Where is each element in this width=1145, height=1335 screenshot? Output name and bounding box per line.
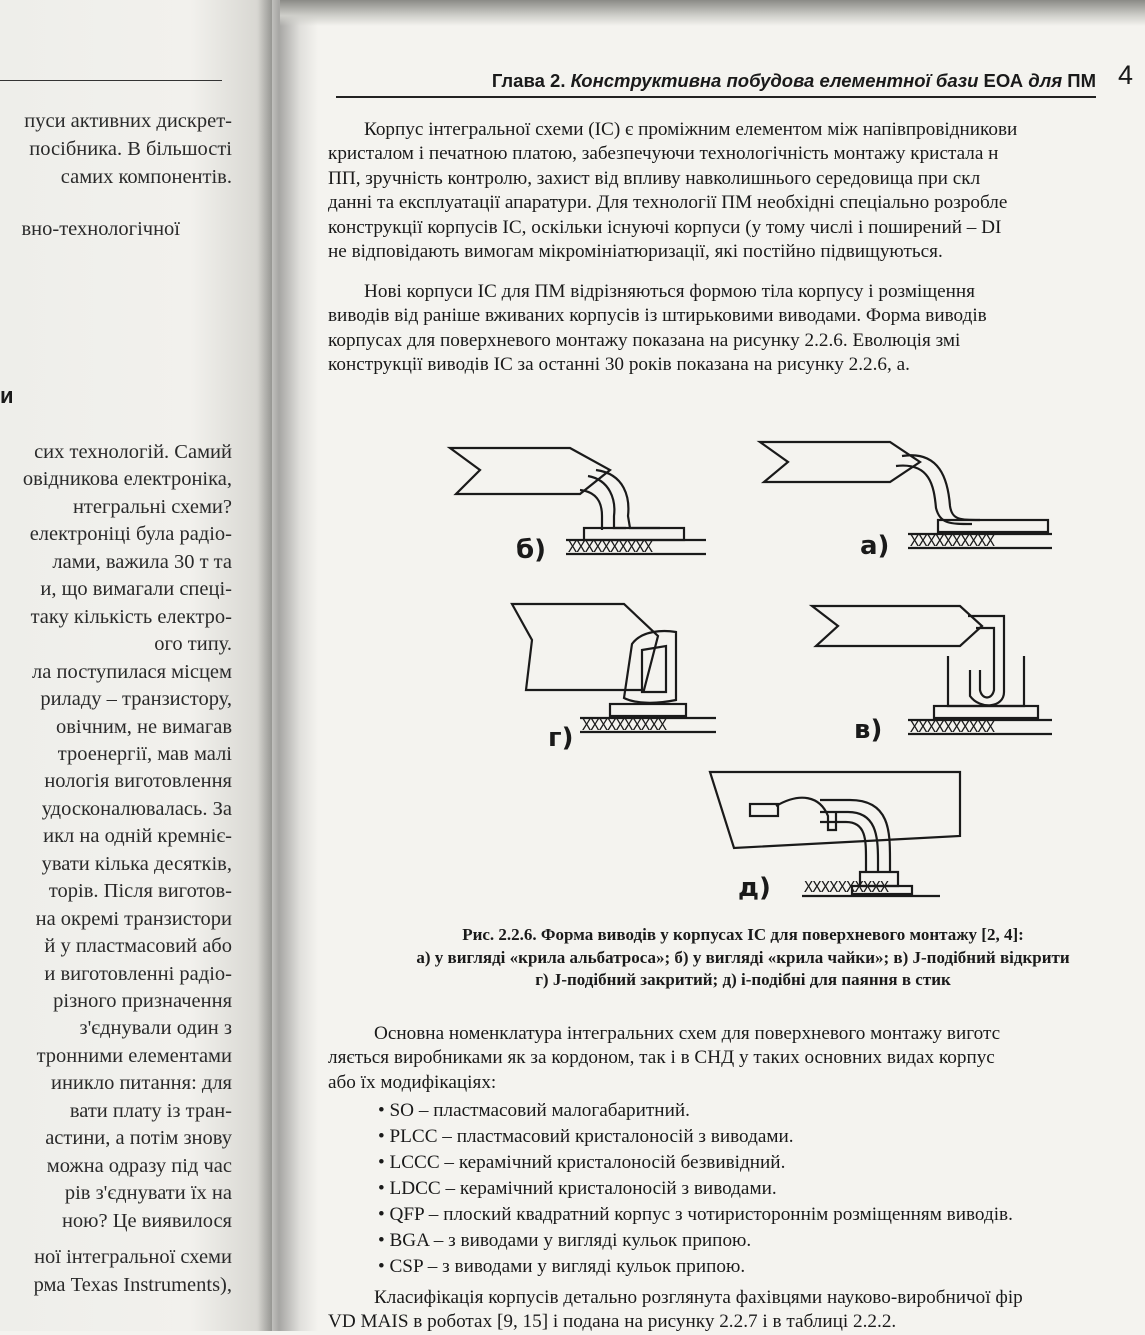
left-line: вати плату із тран- bbox=[69, 1099, 232, 1122]
diagram-b-hatch: XXXXXXXXXX bbox=[568, 538, 653, 556]
scan-top-shadow bbox=[280, 0, 1145, 26]
paragraph-line: данні та експлуатації апаратури. Для технології ПМ необхідні спеціально розробле bbox=[328, 192, 1008, 214]
left-line: и виготовленні радіо- bbox=[44, 962, 232, 985]
left-line: сих технологій. Самий bbox=[34, 441, 232, 463]
list-item: • PLCC – пластмасовий кристалоносій з виводами. bbox=[378, 1126, 794, 1147]
paragraph-4 bbox=[328, 1286, 1145, 1335]
list-item: • QFP – плоский квадратний корпус з чотиристороннім розміщенням виводів. bbox=[378, 1204, 1013, 1225]
paragraph-line: конструкції корпусів ІС, оскільки існуючі корпуси (у тому числі і поширений – DI bbox=[328, 216, 1002, 238]
left-line: ною? Це виявилося bbox=[61, 1209, 232, 1232]
left-line: нтегральні схеми? bbox=[72, 495, 232, 518]
page-number: 4 bbox=[1118, 60, 1134, 90]
left-line: ної інтегральної схеми bbox=[34, 1246, 232, 1268]
paragraph-line: кристалом і печатною платою, забезпечуючи технологічність монтажу кристала н bbox=[328, 143, 999, 165]
left-line: ого типу. bbox=[154, 633, 232, 656]
list-item: • BGA – з виводами у вигляді кульок припою. bbox=[378, 1230, 752, 1251]
paragraph-line: конструкції виводів ІС за останні 30 років показана на рисунку 2.2.6, а. bbox=[328, 354, 910, 376]
diagram-g-hatch: XXXXXXXXXX bbox=[582, 716, 667, 734]
diagram-b-label: б) bbox=[516, 535, 547, 565]
paragraph-1 bbox=[328, 118, 1145, 264]
left-line: торів. Після виготов- bbox=[48, 880, 232, 903]
left-line: й у пластмасовий або bbox=[44, 935, 232, 958]
paragraph-line: VD MAIS в роботах [9, 15] і подана на рисунку 2.2.7 і в таблиці 2.2.2. bbox=[328, 1311, 897, 1333]
left-line: и, що вимагали спеці- bbox=[40, 578, 232, 601]
package-type-list bbox=[378, 1098, 1013, 1280]
paragraph-line: виводів від раніше вживаних корпусів із штирьковими виводами. Форма виводів bbox=[328, 305, 987, 327]
caption-line: Рис. 2.2.6. Форма виводів у корпусах ІС для поверхневого монтажу [2, 4]: bbox=[462, 925, 1024, 944]
paragraph-line: ПП, зручність контролю, захист від впливу навколишнього середовища при скл bbox=[328, 167, 981, 189]
diagram-v-label: в) bbox=[854, 715, 883, 745]
left-line: риладу – транзистору, bbox=[40, 688, 232, 711]
diagram-g-label: г) bbox=[548, 723, 574, 753]
left-line: нологія виготовлення bbox=[44, 770, 232, 793]
header-chapter: Глава 2. bbox=[491, 70, 566, 91]
diagram-a-label: а) bbox=[860, 531, 890, 561]
header-title-2: для bbox=[1028, 70, 1063, 91]
left-line: різного призначення bbox=[53, 990, 232, 1012]
diagram-v-hatch: XXXXXXXXXX bbox=[910, 718, 995, 736]
left-line: увати кілька десятків, bbox=[41, 852, 232, 875]
paragraph-line: не відповідають вимогам мікромініатюризації, які постійно підвищуються. bbox=[328, 241, 943, 263]
paragraph-line: Корпус інтегральної схеми (ІС) є проміжним елементом між напівпровідникови bbox=[364, 119, 1018, 140]
page-gutter-shadow bbox=[258, 0, 318, 1331]
paragraph-2 bbox=[328, 280, 1145, 378]
left-line: посібника. В більшості bbox=[29, 138, 232, 160]
left-line: пуси активних дискрет- bbox=[24, 110, 232, 132]
left-line: икл на одній кремніє- bbox=[43, 825, 232, 848]
running-header bbox=[336, 66, 1096, 98]
left-line: ла поступилася місцем bbox=[32, 660, 232, 683]
diagram-v-j-open bbox=[812, 606, 1052, 734]
paragraph-line: Нові корпуси ІС для ПМ відрізняються формою тіла корпусу і розміщення bbox=[364, 281, 975, 302]
left-page-rule bbox=[0, 80, 222, 81]
left-line: самих компонентів. bbox=[60, 166, 232, 188]
left-line: иникло питання: для bbox=[50, 1072, 232, 1095]
paragraph-line: або їх модифікаціях: bbox=[328, 1071, 497, 1093]
left-line: тронними елементами bbox=[36, 1044, 232, 1067]
left-line: троенергії, мав малі bbox=[57, 742, 232, 765]
caption-line: г) J-подібний закритий; д) i-подібні для паяння в стик bbox=[535, 970, 951, 989]
diagram-d-hatch: XXXXXXXXXX bbox=[804, 878, 889, 896]
left-line: електроніці була радіо- bbox=[29, 523, 232, 546]
left-line: лами, важила 30 т та bbox=[52, 550, 232, 573]
diagram-d-label: д) bbox=[738, 873, 771, 903]
left-line: удосконалювалась. За bbox=[41, 797, 232, 820]
diagram-a-albatross-wing bbox=[760, 442, 1052, 548]
paragraph-line: корпусах для поверхневого монтажу показана на рисунку 2.2.6. Еволюція змі bbox=[328, 329, 961, 351]
list-item: • LDCC – керамічний кристалоносій з виводами. bbox=[378, 1178, 777, 1199]
caption-line: а) у вигляді «крила альбатроса»; б) у вигляді «крила чайки»; в) J-подібний відкрити bbox=[416, 947, 1070, 967]
header-title: Конструктивна побудова елементної бази bbox=[570, 70, 979, 91]
left-line: на окремі транзистори bbox=[35, 907, 232, 930]
left-heading-fragment: и bbox=[0, 383, 14, 408]
figure-caption bbox=[318, 924, 1145, 992]
left-line: астини, а потім знову bbox=[45, 1127, 232, 1150]
list-item: • LCCC – керамічний кристалоносій безвивідний. bbox=[378, 1152, 786, 1173]
left-line: овідникова електроніка, bbox=[22, 468, 232, 491]
left-line: рма Texas Instruments), bbox=[33, 1274, 232, 1296]
paragraph-line: ляється виробниками як за кордоном, так і в СНД у таких основних видах корпус bbox=[328, 1047, 995, 1069]
left-page bbox=[0, 0, 272, 1331]
list-item: • SO – пластмасовий малогабаритний. bbox=[378, 1100, 690, 1121]
paragraph-line: Основна номенклатура інтегральних схем для поверхневого монтажу виготс bbox=[374, 1023, 1001, 1044]
left-line: з'єднували один з bbox=[79, 1017, 232, 1040]
paragraph-3 bbox=[328, 1022, 1145, 1095]
header-title-end: ПМ bbox=[1067, 70, 1096, 91]
left-line: таку кількість електро- bbox=[30, 605, 232, 628]
paragraph-line: Класифікація корпусів детально розглянута фахівцями науково-виробничої фір bbox=[374, 1287, 1023, 1308]
diagram-a-hatch: XXXXXXXXXX bbox=[910, 532, 995, 550]
left-line: вно-технологічної bbox=[21, 218, 180, 240]
lead-forms-figure bbox=[420, 420, 1100, 910]
header-title-mid: ЕОА bbox=[983, 70, 1024, 91]
diagram-g-j-closed bbox=[512, 604, 716, 732]
left-line: рів з'єднувати їх на bbox=[64, 1182, 232, 1205]
left-line: можна одразу під час bbox=[46, 1154, 232, 1177]
left-line: овічним, не вимагав bbox=[55, 715, 232, 738]
list-item: • CSP – з виводами у вигляді кульок припою. bbox=[378, 1256, 746, 1277]
